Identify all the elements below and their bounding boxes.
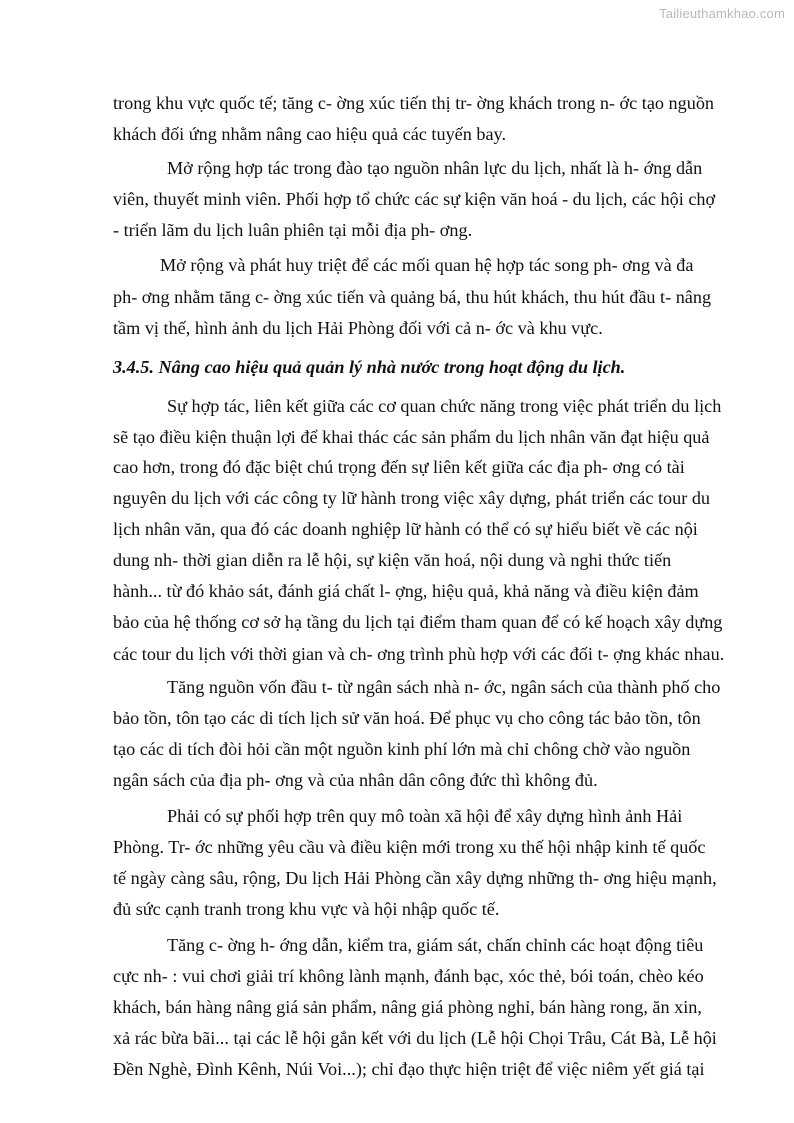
text-line: nguyên du lịch với các công ty lữ hành trong việc xây dựng, phát triển các tour du <box>113 488 711 508</box>
text-line: bảo tồn, tôn tạo các di tích lịch sử văn hoá. Để phục vụ cho công tác bảo tồn, tôn <box>113 708 701 728</box>
paragraph-first-line: Mở rộng và phát huy triệt để các mối quan hệ hợp tác song ph- ơng và đa <box>160 255 694 275</box>
text-line: viên, thuyết minh viên. Phối hợp tổ chức các sự kiện văn hoá - du lịch, các hội chợ <box>113 189 716 209</box>
paragraph-first-line: Sự hợp tác, liên kết giữa các cơ quan chức năng trong việc phát triển du lịch <box>167 396 722 416</box>
section-heading: 3.4.5. Nâng cao hiệu quả quản lý nhà nước trong hoạt động du lịch. <box>113 357 626 377</box>
text-line: tạo các di tích đòi hỏi cần một nguồn kinh phí lớn mà chỉ chông chờ vào nguồn <box>113 739 691 759</box>
text-line: Phòng. Tr- ớc những yêu cầu và điều kiện mới trong xu thế hội nhập kinh tế quốc <box>113 837 706 857</box>
text-line: đủ sức cạnh tranh trong khu vực và hội nhập quốc tế. <box>113 899 500 919</box>
paragraph-first-line: Phải có sự phối hợp trên quy mô toàn xã hội để xây dựng hình ảnh Hải <box>167 806 683 826</box>
text-line: - triển lãm du lịch luân phiên tại mỗi địa ph- ơng. <box>113 220 473 240</box>
watermark: Tailieuthamkhao.com <box>659 6 785 21</box>
text-line: khách, bán hàng nâng giá sản phẩm, nâng giá phòng nghỉ, bán hàng rong, ăn xin, <box>113 997 702 1017</box>
text-line: cực nh- : vui chơi giải trí không lành mạnh, đánh bạc, xóc thẻ, bói toán, chèo kéo <box>113 966 704 986</box>
text-line: bảo của hệ thống cơ sở hạ tầng du lịch tại điểm tham quan để có kế hoạch xây dựng <box>113 612 723 632</box>
paragraph-first-line: Tăng c- ờng h- ớng dẫn, kiểm tra, giám sát, chấn chỉnh các hoạt động tiêu <box>167 935 704 955</box>
text-line: cao hơn, trong đó đặc biệt chú trọng đến sự liên kết giữa các địa ph- ơng có tài <box>113 457 685 477</box>
text-line: tế ngày càng sâu, rộng, Du lịch Hải Phòng cần xây dựng những th- ơng hiệu mạnh, <box>113 868 717 888</box>
text-line: trong khu vực quốc tế; tăng c- ờng xúc tiến thị tr- ờng khách trong n- ớc tạo nguồn <box>113 93 715 113</box>
text-line: khách đối ứng nhằm nâng cao hiệu quả các tuyến bay. <box>113 124 507 144</box>
text-line: tầm vị thế, hình ảnh du lịch Hải Phòng đối với cả n- ớc và khu vực. <box>113 318 603 338</box>
text-line: các tour du lịch với thời gian và ch- ơng trình phù hợp với các đối t- ợng khác nhau. <box>113 644 725 664</box>
text-line: ph- ơng nhằm tăng c- ờng xúc tiến và quảng bá, thu hút khách, thu hút đầu t- nâng <box>113 287 712 307</box>
paragraph-first-line: Tăng nguồn vốn đầu t- từ ngân sách nhà n- ớc, ngân sách của thành phố cho <box>167 677 721 697</box>
paragraph-first-line: Mở rộng hợp tác trong đào tạo nguồn nhân lực du lịch, nhất là h- ớng dẫn <box>167 158 703 178</box>
text-line: sẽ tạo điều kiện thuận lợi để khai thác các sản phẩm du lịch nhân văn đạt hiệu quả <box>113 427 710 447</box>
text-line: xả rác bừa bãi... tại các lễ hội gắn kết với du lịch (Lễ hội Chọi Trâu, Cát Bà, Lễ hội <box>113 1028 717 1048</box>
text-line: ngân sách của địa ph- ơng và của nhân dân công đức thì không đủ. <box>113 770 598 790</box>
text-line: Đền Nghè, Đình Kênh, Núi Voi...); chỉ đạo thực hiện triệt để việc niêm yết giá tại <box>113 1059 705 1079</box>
text-line: hành... từ đó khảo sát, đánh giá chất l- ợng, hiệu quả, khả năng và điều kiện đảm <box>113 581 699 601</box>
text-line: lịch nhân văn, qua đó các doanh nghiệp lữ hành có thể có sự hiểu biết về các nội <box>113 519 698 539</box>
text-line: dung nh- thời gian diễn ra lễ hội, sự kiện văn hoá, nội dung và nghi thức tiến <box>113 550 672 570</box>
